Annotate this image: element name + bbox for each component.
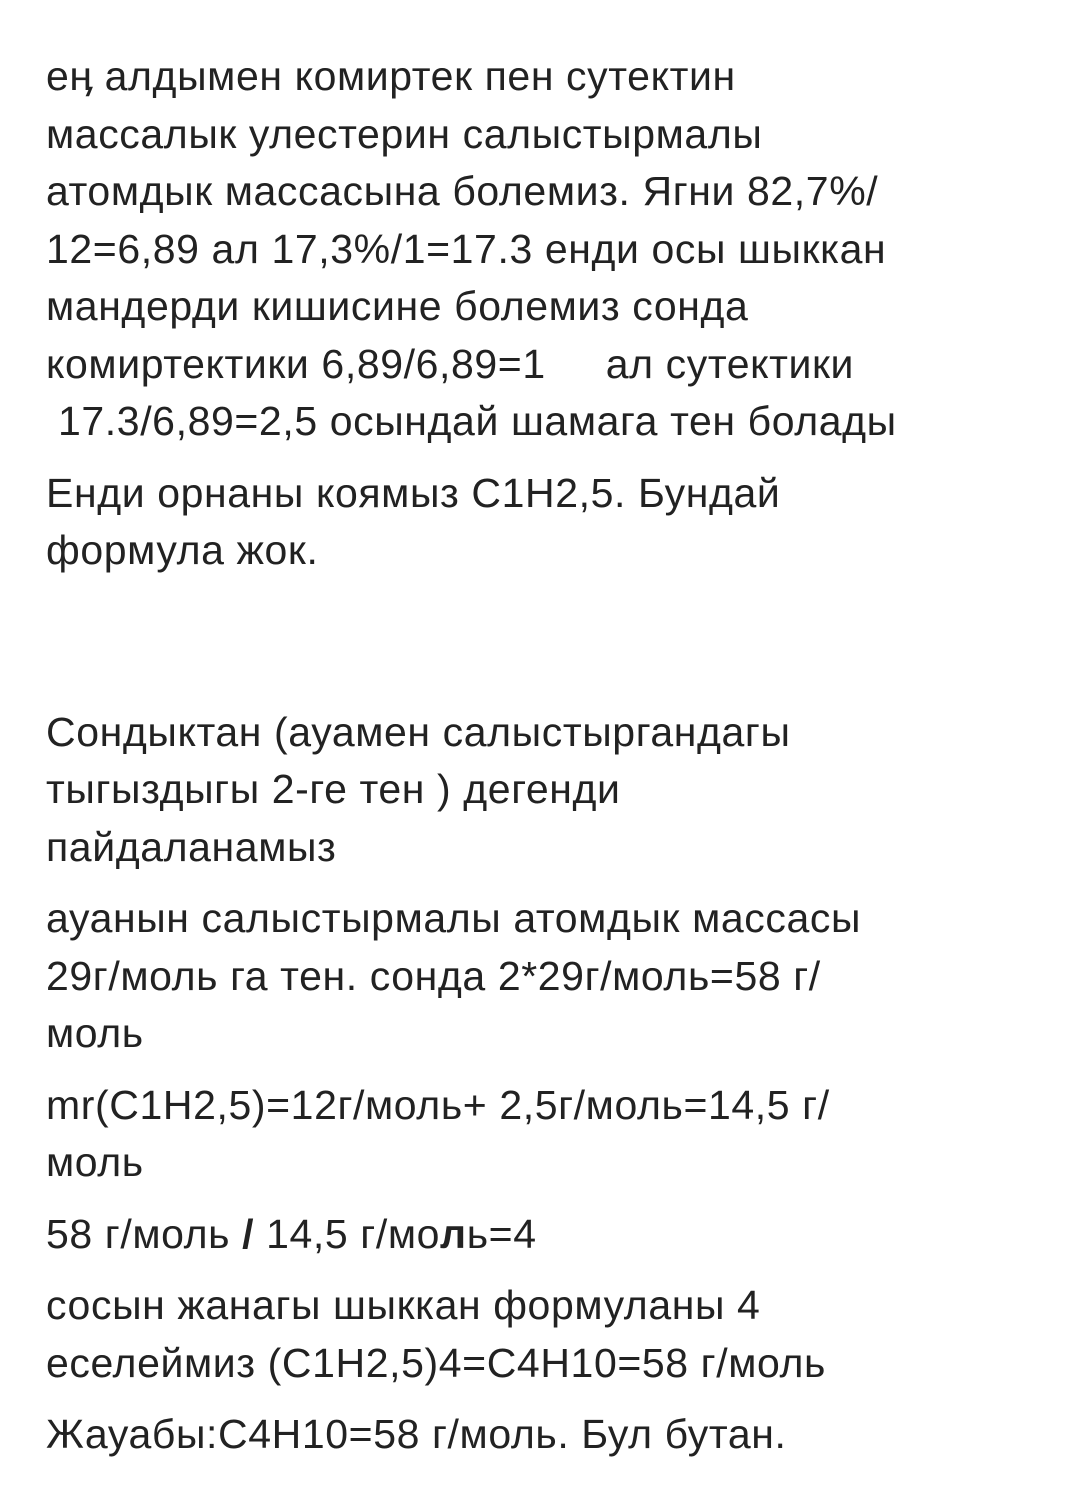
- text-line: массалык улестерин салыстырмалы: [46, 110, 763, 157]
- ratio-slash: /: [242, 1210, 255, 1257]
- paragraph-air-mass: [46, 890, 1046, 1063]
- text-line: атомдык массасына болемиз. Ягни 82,7%/: [46, 168, 879, 214]
- text-line: моль: [46, 1139, 144, 1185]
- ratio-bold-letter: л: [440, 1210, 467, 1257]
- ratio-part: 58 г/моль: [46, 1210, 243, 1257]
- text-line: пайдаланамыз: [46, 823, 337, 870]
- text-line: mr(C1H2,5)=12г/моль+ 2,5г/моль=14,5 г/: [46, 1081, 830, 1128]
- text-line: Енди орнаны коямыз C1H2,5. Бундай: [46, 469, 781, 516]
- text-line: мандерди кишисине болемиз сонда: [46, 283, 749, 329]
- text-line: еӊ алдымен комиртек пен сутектин: [46, 53, 736, 99]
- paragraph-calculation: [46, 48, 1046, 451]
- text-line: 29г/моль га тен. сонда 2*29г/моль=58 г/: [46, 952, 821, 999]
- text-line: формула жок.: [46, 527, 319, 573]
- paragraph-ratio: [46, 1206, 1046, 1264]
- text-line: еселеймиз (C1H2,5)4=C4H10=58 г/моль: [46, 1339, 827, 1386]
- paragraph-empirical-formula: [46, 465, 1046, 580]
- answer-line: Жауабы:C4H10=58 г/моль. Бул бутан.: [46, 1411, 787, 1457]
- text-line: ауанын салыстырмалы атомдык массасы: [46, 895, 862, 941]
- answer-document: [46, 48, 1046, 1464]
- text-line: моль: [46, 1010, 144, 1056]
- paragraph-density-note: [46, 704, 1046, 877]
- text-line: тыгыздыгы 2-ге тен ) дегенди: [46, 766, 621, 812]
- ratio-part: ь=4: [466, 1210, 537, 1257]
- paragraph-molar-mass: [46, 1077, 1046, 1192]
- paragraph-multiply: [46, 1277, 1046, 1392]
- text-line: Сондыктан (ауамен салыстыргандагы: [46, 708, 791, 755]
- text-line: [46, 1206, 1046, 1264]
- text-line: 17.3/6,89=2,5 осындай шамага тен болады: [46, 398, 897, 444]
- text-line: комиртектики 6,89/6,89=1 ал сутектики: [46, 340, 855, 387]
- paragraph-answer: [46, 1406, 1046, 1464]
- text-line: сосын жанагы шыккан формуланы 4: [46, 1282, 761, 1328]
- ratio-part: 14,5 г/мо: [254, 1210, 441, 1257]
- text-line: 12=6,89 ал 17,3%/1=17.3 енди осы шыккан: [46, 225, 887, 272]
